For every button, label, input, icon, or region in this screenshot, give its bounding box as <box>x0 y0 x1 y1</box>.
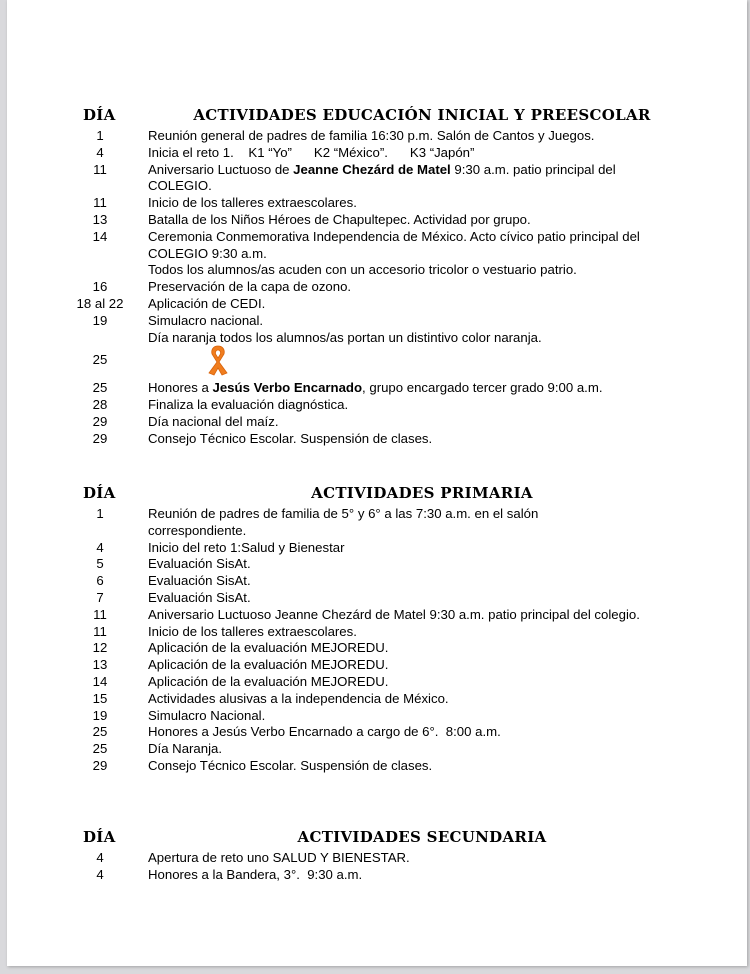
activity-text: Inicio de los talleres extraescolares. <box>148 623 357 639</box>
activity-text: Batalla de los Niños Héroes de Chapultepec. Actividad por grupo. <box>148 211 531 227</box>
section-title: ACTIVIDADES EDUCACIÓN INICIAL Y PREESCOLAR <box>193 106 651 124</box>
activity-row <box>7 708 747 725</box>
activity-row <box>7 590 747 607</box>
section-title: ACTIVIDADES SECUNDARIA <box>297 828 547 846</box>
activity-row <box>7 397 747 414</box>
activity-text: Evaluación SisAt. <box>148 573 251 589</box>
day-number: 4 <box>96 539 104 555</box>
activity-text-post: 9:30 a.m. patio principal del COLEGIO. <box>148 161 616 194</box>
orange-ribbon-icon <box>205 344 231 381</box>
activity-text: Día naranja todos los alumnos/as portan un distintivo color naranja. <box>148 329 542 345</box>
section-header <box>7 106 747 128</box>
activity-text: Inicio del reto 1:Salud y Bienestar <box>148 539 345 555</box>
activity-text-bold: Jesús Verbo Encarnado <box>212 380 363 396</box>
activity-row <box>7 724 747 741</box>
day-number: 29 <box>92 757 108 773</box>
activity-row <box>7 128 747 145</box>
day-number: 4 <box>96 144 104 160</box>
activity-row <box>7 506 747 540</box>
day-number: 1 <box>96 128 104 143</box>
day-number: 4 <box>96 866 104 882</box>
day-number: 1 <box>96 506 104 521</box>
document-page <box>7 0 747 966</box>
activity-text-post: , grupo encargado tercer grado 9:00 a.m. <box>362 380 603 396</box>
dia-column-header: DÍA <box>83 484 116 502</box>
section-secundaria <box>7 828 747 884</box>
activity-row <box>7 573 747 590</box>
activity-text: Día Naranja. <box>148 741 223 757</box>
day-number: 25 <box>92 352 108 368</box>
activity-row <box>7 640 747 657</box>
activity-row <box>7 431 747 448</box>
activity-text: Apertura de reto uno SALUD Y BIENESTAR. <box>148 850 410 865</box>
activity-text: Aniversario Luctuoso Jeanne Chezárd de Matel 9:30 a.m. patio principal del colegio. <box>148 606 640 622</box>
activity-text: Consejo Técnico Escolar. Suspensión de clases. <box>148 430 433 446</box>
day-number: 11 <box>93 623 107 639</box>
day-number: 18 al 22 <box>76 295 124 311</box>
activity-list <box>7 506 747 775</box>
section-preescolar <box>7 106 747 448</box>
activity-row <box>7 162 747 196</box>
section-title: ACTIVIDADES PRIMARIA <box>311 484 533 502</box>
day-number: 6 <box>96 573 104 589</box>
day-number: 12 <box>92 640 108 656</box>
activity-row <box>7 279 747 296</box>
activity-row <box>7 741 747 758</box>
activity-row <box>7 296 747 313</box>
day-number: 5 <box>96 556 104 572</box>
activity-text <box>148 380 678 397</box>
activity-text: Evaluación SisAt. <box>148 589 251 605</box>
dia-column-header: DÍA <box>83 106 116 124</box>
activity-row <box>7 145 747 162</box>
activity-text-bold: Jeanne Chezárd de Matel <box>293 161 451 177</box>
day-number: 15 <box>92 690 108 706</box>
day-number: 14 <box>92 673 108 689</box>
day-number: 11 <box>93 195 107 211</box>
section-header <box>7 484 747 506</box>
activity-row <box>7 867 747 884</box>
activity-text: Consejo Técnico Escolar. Suspensión de clases. <box>148 757 433 773</box>
activity-text: Honores a Jesús Verbo Encarnado a cargo de 6°. 8:00 a.m. <box>148 724 501 740</box>
section-header <box>7 828 747 850</box>
activity-text: Preservación de la capa de ozono. <box>148 279 352 295</box>
day-number: 7 <box>96 589 104 605</box>
day-number: 29 <box>92 413 108 429</box>
activity-row <box>7 556 747 573</box>
activity-text: Día nacional del maíz. <box>148 413 279 429</box>
activity-row <box>7 414 747 431</box>
activity-row <box>7 758 747 775</box>
activity-text: Todos los alumnos/as acuden con un accesorio tricolor o vestuario patrio. <box>148 262 577 278</box>
dia-column-header: DÍA <box>83 828 116 846</box>
activity-text: Reunión general de padres de familia 16:30 p.m. Salón de Cantos y Juegos. <box>148 128 595 143</box>
activity-text: Evaluación SisAt. <box>148 556 251 572</box>
activity-row <box>7 212 747 229</box>
day-number: 25 <box>92 724 108 740</box>
activity-text <box>148 162 678 196</box>
day-number: 11 <box>93 606 107 622</box>
activity-list <box>7 850 747 884</box>
day-number: 28 <box>92 397 108 413</box>
activity-row <box>7 607 747 624</box>
activity-row <box>7 674 747 691</box>
activity-row <box>7 691 747 708</box>
day-number: 13 <box>92 211 108 227</box>
day-number: 13 <box>92 657 108 673</box>
activity-row <box>7 262 747 279</box>
activity-row <box>7 657 747 674</box>
activity-text: Aplicación de la evaluación MEJOREDU. <box>148 657 389 673</box>
activity-text: Honores a la Bandera, 3°. 9:30 a.m. <box>148 866 363 882</box>
activity-text: Finaliza la evaluación diagnóstica. <box>148 397 349 413</box>
activity-row <box>7 540 747 557</box>
activity-text: Ceremonia Conmemorativa Independencia de México. Acto cívico patio principal del COLEGIO 9:30 a.m. <box>148 228 640 261</box>
activity-text: Simulacro Nacional. <box>148 707 266 723</box>
activity-row <box>7 380 747 397</box>
activity-text: Aplicación de la evaluación MEJOREDU. <box>148 640 389 656</box>
day-number: 25 <box>92 380 108 396</box>
day-number: 29 <box>92 430 108 446</box>
activity-text: Aplicación de la evaluación MEJOREDU. <box>148 673 389 689</box>
activity-text: Actividades alusivas a la independencia de México. <box>148 690 449 706</box>
activity-row <box>7 330 747 347</box>
activity-row <box>7 195 747 212</box>
activity-text: Simulacro nacional. <box>148 312 264 328</box>
activity-text-pre: Honores a <box>148 380 213 396</box>
day-number: 4 <box>96 850 104 865</box>
activity-list <box>7 128 747 448</box>
day-number: 25 <box>92 741 108 757</box>
activity-row <box>7 313 747 330</box>
activity-text: Aplicación de CEDI. <box>148 295 266 311</box>
day-number: 19 <box>92 312 108 328</box>
activity-row <box>7 346 747 380</box>
activity-row <box>7 850 747 867</box>
activity-row <box>7 624 747 641</box>
activity-text: Inicia el reto 1. K1 “Yo” K2 “México”. K3 “Japón” <box>148 144 475 160</box>
day-number: 11 <box>93 161 107 177</box>
activity-text-pre: Aniversario Luctuoso de <box>148 161 294 177</box>
activity-row <box>7 229 747 263</box>
day-number: 14 <box>92 228 108 244</box>
day-number: 16 <box>92 279 108 295</box>
activity-text: Inicio de los talleres extraescolares. <box>148 195 357 211</box>
day-number: 19 <box>92 707 108 723</box>
section-primaria <box>7 484 747 775</box>
activity-text: Reunión de padres de familia de 5° y 6° a las 7:30 a.m. en el salón correspondiente. <box>148 506 539 538</box>
